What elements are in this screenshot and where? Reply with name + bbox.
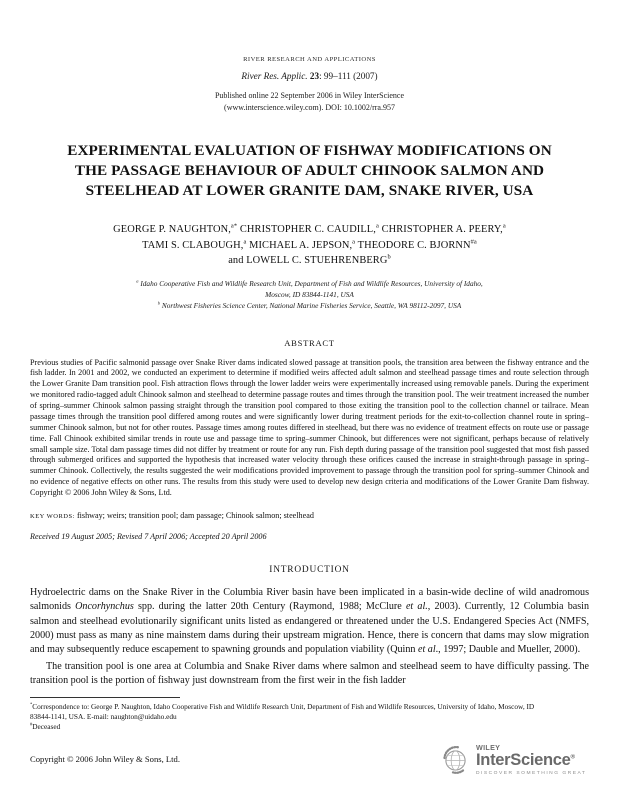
- intro-p1-genus: Oncorhynchus: [75, 601, 134, 613]
- affiliation-a-line-1: [30, 278, 589, 289]
- logo-interscience-word: InterScience: [476, 751, 571, 770]
- abstract-text: Previous studies of Pacific salmonid passage over Snake River dams indicated slowed passage at transition pools, the transition area between the fishway entrance and the fish ladder. In 2001 and 2002, we conducted an experiment to determine if modified weirs affected adult salmon and steelhead passage times and route selection through the Lower Granite Dam transition pool. Fish attraction flows through the lower ladder weirs were experimentally increased using removable panels. During the experiment we monitored radio-tagged adult Chinook salmon and steelhead to determine passage routes and times through the transition pool. The weir treatment increased the number of spring–summer Chinook salmon passing straight through the transition pool compared to those exiting the transition pool to the collection channel or tailrace. Mean passage times through the transition pool differed among routes and were significantly lower during treatment periods for the exit-to-collection channel route in spring–summer Chinook salmon, but not for other routes. Passage times among routes differed in steelhead, but there was no evidence of treatment effects on route use or passage time. Fall Chinook exhibited similar trends in route use and passage time to spring–summer Chinook, but differences were not significant, perhaps because of relatively small sample size. Total dam passage times did not differ by treatment or route for any run. Fish depth during passage of the transition pool suggested that most fish passed through submerged orifices and supported the hypothesis that increased water velocity through these orifices caused the increase in straight-through passage in spring–summer Chinook. Collectively, the results suggested the weir modifications provided improvement to passage through the transition pool for spring–summer Chinook and no evidence of negative effects on other runs. The results from this study were used to develop new design criteria and modifications of the Lower Granite Dam fishway. Copyright © 2006 John Wiley & Sons, Ltd.: [30, 357, 589, 498]
- globe-icon: [441, 745, 471, 775]
- footnote-marker-asterisk: *: [30, 701, 33, 707]
- author-caudill-affil-marker: a: [375, 222, 379, 230]
- author-caudill: CHRISTOPHER C. CAUDILL,: [237, 224, 376, 236]
- keywords-value: fishway; weirs; transition pool; dam passage; Chinook salmon; steelhead: [76, 510, 314, 520]
- introduction-paragraph-2: The transition pool is one area at Columbia and Snake River dams where salmon and steelhead seem to have difficulty passing. The transition pool is the portion of fishway just downstream from the first weir in the fish ladder: [30, 660, 589, 686]
- intro-p1-etal-2: et al: [417, 644, 436, 656]
- publication-online-info: [30, 90, 589, 113]
- journal-citation-pages: : 99–111 (2007): [319, 71, 378, 81]
- author-jepson-affil-marker: a: [352, 238, 356, 246]
- abstract-heading: ABSTRACT: [284, 337, 335, 348]
- author-clabough-affil-marker: a: [243, 238, 247, 246]
- journal-citation-volume: 23: [309, 71, 320, 81]
- footnote-marker-hash: #: [30, 721, 33, 727]
- intro-p1-mid: spp. during the latter 20th Century (Raymond, 1988; McClure: [133, 601, 406, 613]
- page-title: [30, 141, 589, 200]
- journal-running-head: RIVER RESEARCH AND APPLICATIONS: [243, 56, 376, 63]
- author-naughton-affil-marker: a*: [230, 222, 238, 230]
- author-bjornn: THEODORE C. BJORNN: [355, 239, 471, 251]
- author-naughton: GEORGE P. NAUGHTON,: [113, 224, 231, 236]
- footer-copyright: Copyright © 2006 John Wiley & Sons, Ltd.: [30, 754, 180, 764]
- affiliation-b-marker: b: [157, 300, 161, 306]
- affiliation-a-text: Idaho Cooperative Fish and Wildlife Research Unit, Department of Fish and Wildlife Resources, University of Idaho,: [138, 278, 483, 288]
- journal-citation: [30, 71, 589, 81]
- intro-p1-pre: Hydroelectric dams on the Snake River in the Columbia River basin have been implicated in a basin-wide decline of wild anadromous salmonids: [30, 586, 589, 613]
- keywords-label: KEY WORDS:: [30, 512, 75, 520]
- doi-line: (www.interscience.wiley.com). DOI: 10.1002/rra.957: [224, 102, 395, 112]
- footnote-correspondence: [30, 702, 550, 722]
- affiliation-a-marker: a: [136, 278, 139, 284]
- footnote-correspondence-text: Correspondence to: George P. Naughton, Idaho Cooperative Fish and Wildlife Research Unit, Department of Fish and Wildlife Resources, University of Idaho, Moscow, ID 83844-1141, USA. E-mail: naughton@uidaho.edu: [30, 702, 535, 722]
- author-line-1: [30, 222, 589, 237]
- title-line-1: EXPERIMENTAL EVALUATION OF FISHWAY MODIFICATIONS ON: [67, 142, 552, 160]
- logo-wordmark: [476, 743, 586, 777]
- intro-p1-tail: ., 1997; Dauble and Mueller, 2000).: [435, 644, 581, 656]
- author-jepson: MICHAEL A. JEPSON,: [246, 239, 353, 251]
- footnote-block: [30, 702, 550, 732]
- wiley-interscience-logo: [441, 738, 593, 782]
- introduction-body: [30, 586, 589, 688]
- affiliation-b-line-1: [30, 300, 589, 311]
- author-peery-affil-marker: a: [502, 222, 506, 230]
- author-list: [30, 222, 589, 267]
- intro-p1-etal-1: et al.: [405, 601, 428, 613]
- logo-wiley-text: WILEY: [476, 743, 501, 753]
- logo-tagline: DISCOVER SOMETHING GREAT: [476, 770, 587, 776]
- footnote-deceased-text: Deceased: [32, 722, 61, 732]
- intro-p1-post: , 2003). Currently, 12 Columbia basin salmon and steelhead evolutionarily significant units listed as endangered or threatened under the U.S. Endangered Species Act (NMFS, 2000) must pass as many as nine mainstem dams during their upstream migration. Hence, there is concern that dams may slow migration and may subsequently reduce escapement to spawning grounds and population viability (Quinn: [30, 601, 590, 656]
- logo-interscience-text: [476, 752, 586, 769]
- affiliation-b-text: Northwest Fisheries Science Center, National Marine Fisheries Service, Seattle, WA 98112-2097, USA: [160, 301, 462, 311]
- introduction-heading: INTRODUCTION: [269, 564, 350, 575]
- published-online-line: Published online 22 September 2006 in Wiley InterScience: [214, 91, 405, 100]
- author-peery: CHRISTOPHER A. PEERY,: [378, 224, 503, 236]
- registered-icon: ®: [570, 753, 575, 761]
- author-stuehrenberg-affil-marker: b: [387, 253, 391, 261]
- footnote-deceased: [30, 722, 550, 732]
- journal-citation-abbrev: River Res. Applic.: [241, 71, 308, 81]
- author-bjornn-affil-marker: #a: [470, 238, 477, 246]
- author-line-2: [30, 238, 589, 253]
- author-stuehrenberg: and LOWELL C. STUEHRENBERG: [228, 254, 388, 266]
- author-line-3: [30, 253, 589, 268]
- keywords-line: [30, 511, 589, 520]
- title-line-3: STEELHEAD AT LOWER GRANITE DAM, SNAKE RIVER, USA: [85, 181, 534, 199]
- affiliation-a-line-2: Moscow, ID 83844-1141, USA: [265, 289, 354, 299]
- author-clabough: TAMI S. CLABOUGH,: [142, 239, 244, 251]
- introduction-paragraph-1: [30, 586, 589, 658]
- affiliation-block: [30, 278, 589, 312]
- received-dates: Received 19 August 2005; Revised 7 April 2006; Accepted 20 April 2006: [30, 531, 267, 541]
- title-line-2: THE PASSAGE BEHAVIOUR OF ADULT CHINOOK SALMON AND: [74, 161, 545, 179]
- footnote-divider: [30, 697, 180, 698]
